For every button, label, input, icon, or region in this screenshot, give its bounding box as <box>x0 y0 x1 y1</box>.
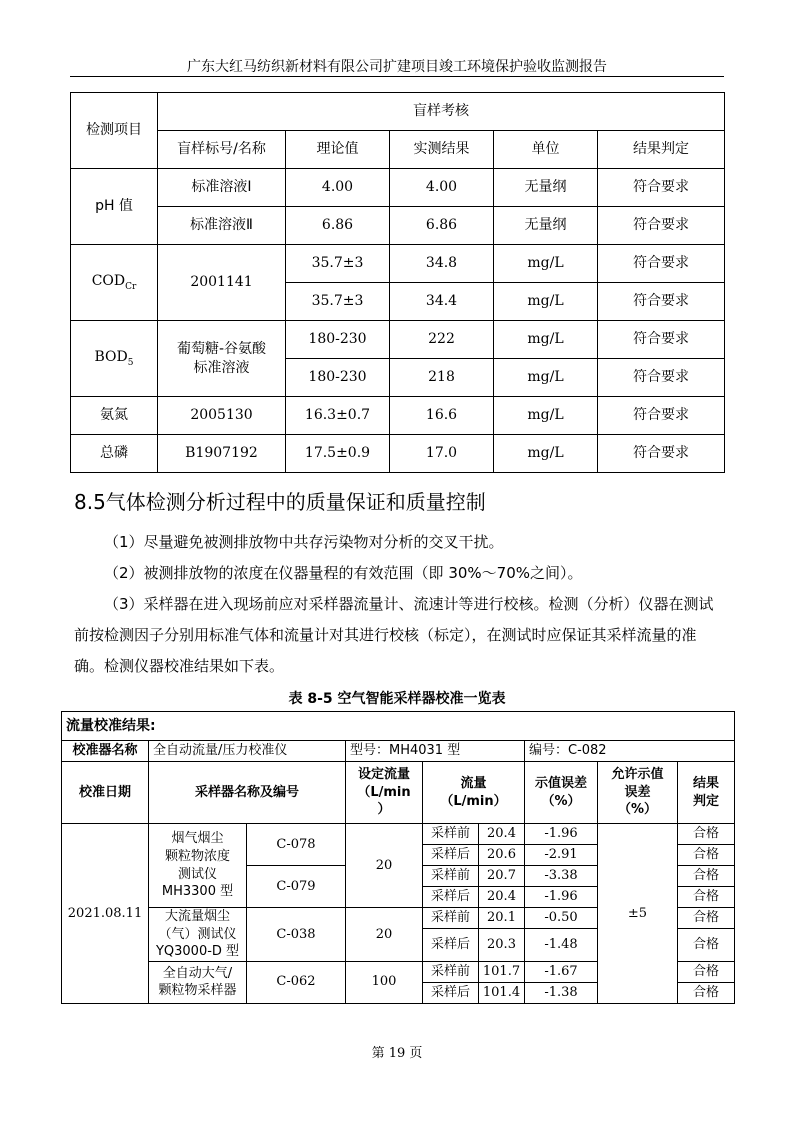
header-judge: 结果判定 <box>598 131 725 169</box>
table-row: 大流量烟尘 （气）测试仪 YQ3000-D 型 C-038 20 采样前 20.1 -0.50 合格 <box>62 908 735 929</box>
table-row: 采样后 20.3 -1.48 合格 <box>62 929 735 941</box>
page-number: 第 19 页 <box>371 1046 423 1061</box>
table-row: pH 值 标准溶液Ⅰ 4.00 4.00 无量纲 符合要求 <box>71 169 725 207</box>
table-row: 采样后 20.4 -1.96 合格 <box>62 887 735 908</box>
cod-label: $COD_{Cr}$ <box>71 245 158 321</box>
header-blind: 盲样考核 <box>158 93 725 131</box>
calibration-date: 2021.08.11 <box>62 824 149 1004</box>
header-allowed-error: 允许示值 误差 （%） <box>598 762 678 824</box>
table-row: $COD_{Cr}$ 2001141 35.7±3 34.8 mg/L 符合要求 <box>71 245 725 283</box>
bod-id: 葡萄糖-谷氨酸 标准溶液 <box>158 321 286 397</box>
header-id: 盲样标号/名称 <box>158 131 286 169</box>
table-row: 2021.08.11 烟气烟尘 颗粒物浓度 测试仪 MH3300 型 C-078 20 采样前 20.4 -1.96 ±5 合格 <box>62 824 735 845</box>
header-sampler: 采样器名称及编号 <box>149 762 346 824</box>
table-row: C-079 采样前 20.7 -3.38 合格 <box>62 866 735 887</box>
sampler-group-1: 烟气烟尘 颗粒物浓度 测试仪 MH3300 型 <box>149 824 247 908</box>
calibration-table <box>61 711 735 1004</box>
calibrator-label: 校准器名称 <box>62 741 149 762</box>
header-date: 校准日期 <box>62 762 149 824</box>
header-set-flow: 设定流量 （L/min ） <box>346 762 423 824</box>
calibrator-serial: 编号：C-082 <box>525 741 735 762</box>
table-row: 35.7±3 34.4 mg/L 符合要求 <box>71 283 725 321</box>
paragraph-1: （1）尽量避免被测排放物中共存污染物对分析的交叉干扰。 <box>104 533 504 551</box>
table-row: 采样后 20.6 -2.91 合格 <box>62 845 735 866</box>
table-row: $BOD_5$ 葡萄糖-谷氨酸 标准溶液 180-230 222 mg/L 符合要求 <box>71 321 725 359</box>
table-caption: 表 8-5 空气智能采样器校准一览表 <box>288 691 506 707</box>
header-result: 结果 判定 <box>678 762 735 824</box>
header-flow: 流量 （L/min） <box>423 762 525 824</box>
flow-calibration-title: 流量校准结果: <box>62 712 735 741</box>
table-row: 氨氮 2005130 16.3±0.7 16.6 mg/L 符合要求 <box>71 397 725 435</box>
header-divider <box>70 76 724 77</box>
calibrator-model: 型号：MH4031 型 <box>346 741 525 762</box>
table-row: 标准溶液Ⅱ 6.86 6.86 无量纲 符合要求 <box>71 207 725 245</box>
header-error: 示值误差 （%） <box>525 762 598 824</box>
allowed-error: ±5 <box>598 824 678 1004</box>
header-item: 检测项目 <box>71 93 158 169</box>
paragraph-3: （3）采样器在进入现场前应对采样器流量计、流速计等进行校核。检测（分析）仪器在测试前按检测因子分别用标准气体和流量计对其进行校核（标定），在测试时应保证其采样流量的准确。检测仪器校准结果如下表。 <box>74 595 714 675</box>
sampler-group-2: 大流量烟尘 （气）测试仪 YQ3000-D 型 <box>149 908 247 962</box>
sampler-group-3: 全自动大气/ 颗粒物采样器 <box>149 961 247 1003</box>
paragraph-2: （2）被测排放物的浓度在仪器量程的有效范围（即 30%～70%之间）。 <box>104 564 583 582</box>
table-row: 180-230 218 mg/L 符合要求 <box>71 359 725 397</box>
page-header: 广东大红马纺织新材料有限公司扩建项目竣工环境保护验收监测报告 <box>187 59 607 75</box>
blind-sample-table <box>70 92 725 473</box>
table-row: 总磷 B1907192 17.5±0.9 17.0 mg/L 符合要求 <box>71 435 725 473</box>
table-row: 全自动大气/ 颗粒物采样器 C-062 100 采样前 101.7 -1.67 合格 <box>62 961 735 982</box>
calibrator-name: 全自动流量/压力校准仪 <box>149 741 346 762</box>
table-row: 采样后 101.4 -1.38 合格 <box>62 982 735 1003</box>
header-unit: 单位 <box>494 131 598 169</box>
header-theory: 理论值 <box>286 131 390 169</box>
ph-label: pH 值 <box>71 169 158 245</box>
bod-label: $BOD_5$ <box>71 321 158 397</box>
section-heading: 8.5气体检测分析过程中的质量保证和质量控制 <box>74 490 486 514</box>
header-result: 实测结果 <box>390 131 494 169</box>
